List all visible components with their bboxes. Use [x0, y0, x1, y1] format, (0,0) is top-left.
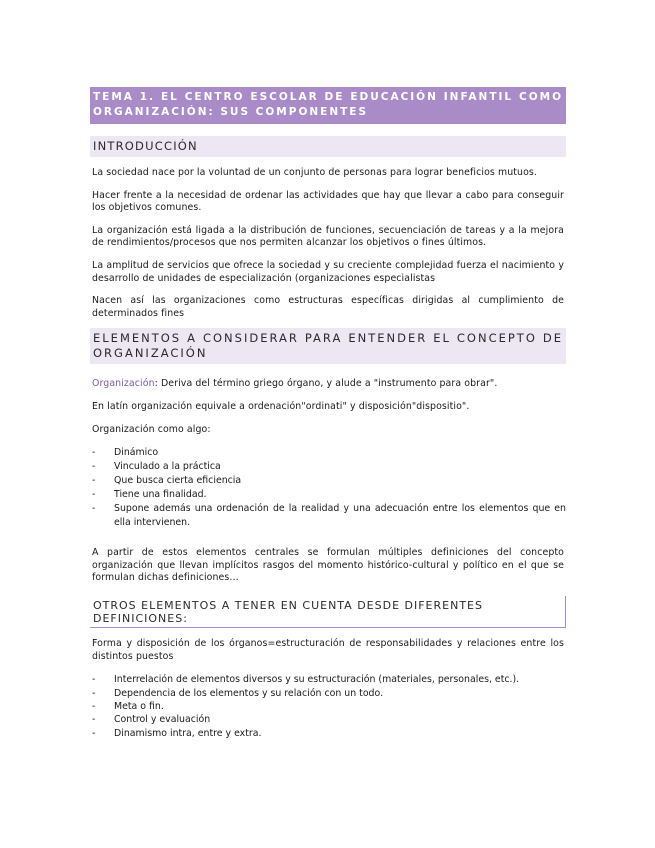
dash-bullet: -	[92, 727, 96, 739]
intro-paragraph: La organización está ligada a la distribución de funciones, secuenciación de tareas y a la mejora de rendimientos/procesos que nos permiten alcanzar los objetivos o fines últimos.	[92, 224, 564, 249]
list-item: - Meta o fin.	[92, 700, 164, 712]
organizacion-list	[90, 446, 566, 530]
definition-term: Organización	[92, 378, 155, 390]
dash-bullet: -	[92, 714, 96, 726]
list-item: - Dinamismo intra, entre y extra.	[92, 727, 262, 739]
document-content	[90, 87, 566, 740]
intro-paragraph: La sociedad nace por la voluntad de un conjunto de personas para lograr beneficios mutuos.	[92, 167, 537, 178]
section-heading-elementos: ELEMENTOS A CONSIDERAR PARA ENTENDER EL CONCEPTO DE ORGANIZACIÓN	[90, 328, 566, 364]
list-item: - Tiene una finalidad.	[92, 489, 207, 501]
section-heading-intro: INTRODUCCIÓN	[90, 136, 566, 157]
dash-bullet: -	[92, 489, 96, 501]
conclusion-paragraph: A partir de estos elementos centrales se formulan múltiples definiciones del concepto organización que llevan implícitos rasgos del momento histórico-cultural y político en el que se formulan dichas definiciones…	[92, 547, 564, 584]
otros-list	[90, 673, 566, 740]
latin-paragraph: En latín organización equivale a ordenación"ordinati" y disposición"dispositio".	[92, 400, 470, 412]
dash-bullet: -	[92, 475, 96, 487]
dash-bullet: -	[92, 461, 96, 473]
intro-paragraph: Nacen así las organizaciones como estructuras específicas dirigidas al cumplimiento de determinados fines	[92, 295, 564, 319]
list-item: - Dependencia de los elementos y su relación con un todo.	[92, 687, 384, 699]
list-item: - Vinculado a la práctica	[92, 461, 221, 473]
intro-paragraph: Hacer frente a la necesidad de ordenar las actividades que hay que llevar a cabo para conseguir los objetivos comunes.	[92, 189, 564, 214]
dash-bullet: -	[92, 503, 96, 515]
dash-bullet: -	[92, 700, 96, 712]
list-item: - Que busca cierta eficiencia	[92, 475, 242, 487]
definition-text: : Deriva del término griego órgano, y alude a "instrumento para obrar".	[154, 378, 498, 390]
list-item: - Control y evaluación	[92, 714, 211, 726]
dash-bullet: -	[92, 674, 96, 686]
list-item: - Interrelación de elementos diversos y su estructuración (materiales, personales, etc.).	[92, 674, 520, 686]
otros-intro: Forma y disposición de los órganos=estructuración de responsabilidades y relaciones entre los distintos puestos	[92, 637, 564, 662]
dash-bullet: -	[92, 447, 96, 459]
dash-bullet: -	[92, 687, 96, 699]
intro-paragraph: La amplitud de servicios que ofrece la sociedad y su creciente complejidad fuerza el nacimiento y desarrollo de unidades de especialización (organizaciones especialistas	[92, 259, 564, 284]
definition-paragraph	[90, 378, 566, 391]
list-intro: Organización como algo:	[92, 423, 211, 435]
document-title: TEMA 1. EL CENTRO ESCOLAR DE EDUCACIÓN INFANTIL COMO ORGANIZACIÓN: SUS COMPONENTES	[90, 87, 566, 124]
section-heading-otros: OTROS ELEMENTOS A TENER EN CUENTA DESDE DIFERENTES DEFINICIONES:	[90, 596, 566, 628]
list-item: - Supone además una ordenación de la realidad y una adecuación entre los elementos que en ella intervienen.	[92, 503, 566, 529]
list-item: - Dinámico	[92, 447, 159, 459]
